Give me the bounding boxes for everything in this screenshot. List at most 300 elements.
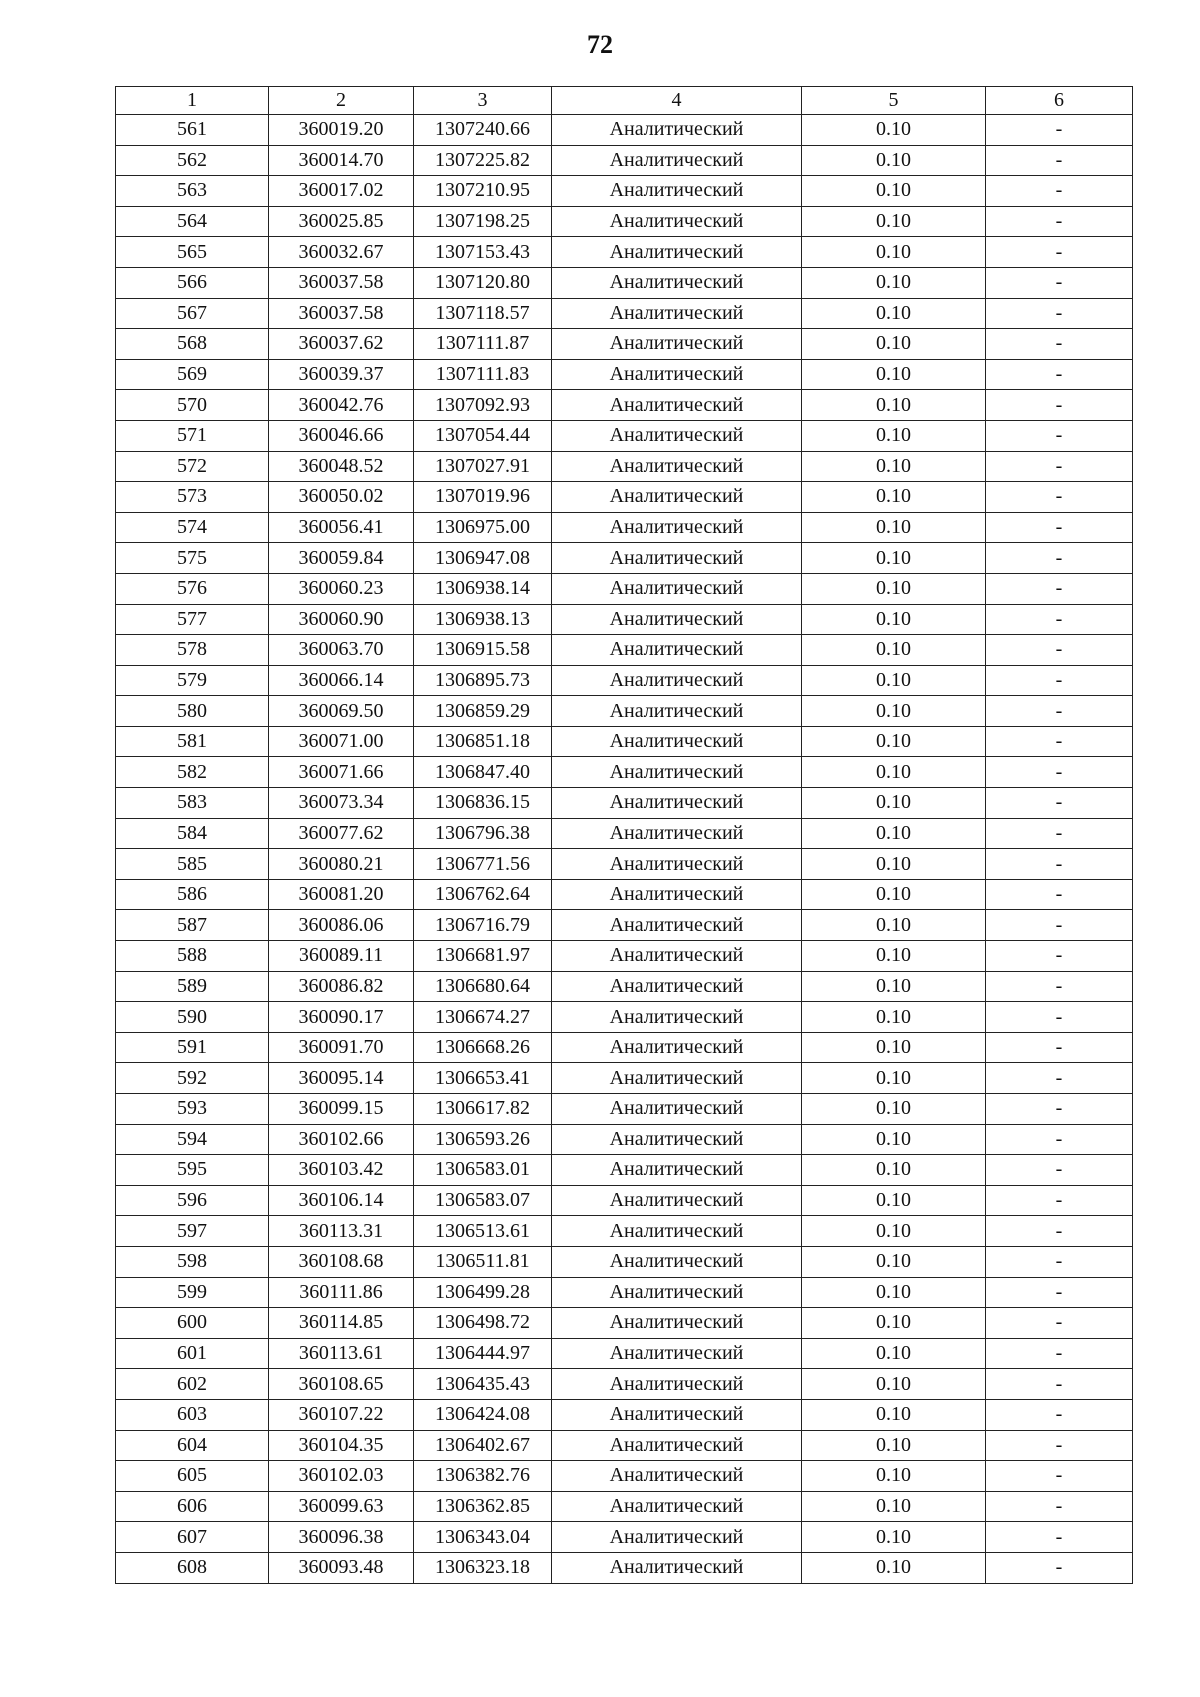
note-cell: - xyxy=(986,941,1133,972)
precision-cell: 0.10 xyxy=(802,757,986,788)
precision-cell: 0.10 xyxy=(802,1185,986,1216)
y-coordinate-cell: 1307120.80 xyxy=(414,267,552,298)
method-cell: Аналитический xyxy=(552,1002,802,1033)
x-coordinate-cell: 360069.50 xyxy=(269,696,414,727)
y-coordinate-cell: 1306762.64 xyxy=(414,879,552,910)
point-number-cell: 598 xyxy=(116,1246,269,1277)
table-row xyxy=(116,1461,1133,1492)
point-number-cell: 565 xyxy=(116,237,269,268)
y-coordinate-cell: 1307092.93 xyxy=(414,390,552,421)
table-row xyxy=(116,1032,1133,1063)
precision-cell: 0.10 xyxy=(802,635,986,666)
column-header-5: 5 xyxy=(802,87,986,115)
note-cell: - xyxy=(986,1522,1133,1553)
method-cell: Аналитический xyxy=(552,543,802,574)
precision-cell: 0.10 xyxy=(802,1522,986,1553)
precision-cell: 0.10 xyxy=(802,298,986,329)
point-number-cell: 599 xyxy=(116,1277,269,1308)
precision-cell: 0.10 xyxy=(802,1369,986,1400)
column-header-3: 3 xyxy=(414,87,552,115)
point-number-cell: 564 xyxy=(116,206,269,237)
precision-cell: 0.10 xyxy=(802,849,986,880)
method-cell: Аналитический xyxy=(552,757,802,788)
method-cell: Аналитический xyxy=(552,390,802,421)
precision-cell: 0.10 xyxy=(802,1461,986,1492)
y-coordinate-cell: 1306915.58 xyxy=(414,635,552,666)
precision-cell: 0.10 xyxy=(802,788,986,819)
column-header-2: 2 xyxy=(269,87,414,115)
y-coordinate-cell: 1306796.38 xyxy=(414,818,552,849)
table-body xyxy=(116,115,1133,1584)
y-coordinate-cell: 1307225.82 xyxy=(414,145,552,176)
point-number-cell: 591 xyxy=(116,1032,269,1063)
y-coordinate-cell: 1307027.91 xyxy=(414,451,552,482)
y-coordinate-cell: 1306513.61 xyxy=(414,1216,552,1247)
table-row xyxy=(116,604,1133,635)
table-row xyxy=(116,206,1133,237)
x-coordinate-cell: 360103.42 xyxy=(269,1155,414,1186)
method-cell: Аналитический xyxy=(552,298,802,329)
y-coordinate-cell: 1306674.27 xyxy=(414,1002,552,1033)
method-cell: Аналитический xyxy=(552,1491,802,1522)
precision-cell: 0.10 xyxy=(802,237,986,268)
point-number-cell: 567 xyxy=(116,298,269,329)
table-row xyxy=(116,971,1133,1002)
table-row xyxy=(116,726,1133,757)
x-coordinate-cell: 360017.02 xyxy=(269,176,414,207)
precision-cell: 0.10 xyxy=(802,1124,986,1155)
y-coordinate-cell: 1307054.44 xyxy=(414,420,552,451)
note-cell: - xyxy=(986,1094,1133,1125)
precision-cell: 0.10 xyxy=(802,206,986,237)
note-cell: - xyxy=(986,879,1133,910)
table-row xyxy=(116,451,1133,482)
precision-cell: 0.10 xyxy=(802,451,986,482)
y-coordinate-cell: 1306847.40 xyxy=(414,757,552,788)
precision-cell: 0.10 xyxy=(802,1032,986,1063)
y-coordinate-cell: 1306859.29 xyxy=(414,696,552,727)
point-number-cell: 600 xyxy=(116,1308,269,1339)
point-number-cell: 571 xyxy=(116,420,269,451)
note-cell: - xyxy=(986,176,1133,207)
precision-cell: 0.10 xyxy=(802,1338,986,1369)
point-number-cell: 602 xyxy=(116,1369,269,1400)
method-cell: Аналитический xyxy=(552,1216,802,1247)
note-cell: - xyxy=(986,206,1133,237)
method-cell: Аналитический xyxy=(552,971,802,1002)
x-coordinate-cell: 360077.62 xyxy=(269,818,414,849)
precision-cell: 0.10 xyxy=(802,910,986,941)
method-cell: Аналитический xyxy=(552,1032,802,1063)
note-cell: - xyxy=(986,1185,1133,1216)
table-row xyxy=(116,176,1133,207)
point-number-cell: 608 xyxy=(116,1552,269,1583)
table-row xyxy=(116,1399,1133,1430)
method-cell: Аналитический xyxy=(552,665,802,696)
table-row xyxy=(116,420,1133,451)
method-cell: Аналитический xyxy=(552,1185,802,1216)
table-row xyxy=(116,1552,1133,1583)
note-cell: - xyxy=(986,359,1133,390)
table-row xyxy=(116,1002,1133,1033)
x-coordinate-cell: 360037.58 xyxy=(269,267,414,298)
method-cell: Аналитический xyxy=(552,1277,802,1308)
y-coordinate-cell: 1307019.96 xyxy=(414,482,552,513)
method-cell: Аналитический xyxy=(552,1369,802,1400)
precision-cell: 0.10 xyxy=(802,1430,986,1461)
note-cell: - xyxy=(986,1155,1133,1186)
table-row xyxy=(116,788,1133,819)
table-row xyxy=(116,879,1133,910)
note-cell: - xyxy=(986,115,1133,146)
method-cell: Аналитический xyxy=(552,1399,802,1430)
x-coordinate-cell: 360108.65 xyxy=(269,1369,414,1400)
note-cell: - xyxy=(986,1461,1133,1492)
x-coordinate-cell: 360042.76 xyxy=(269,390,414,421)
table-row xyxy=(116,1094,1133,1125)
precision-cell: 0.10 xyxy=(802,1246,986,1277)
y-coordinate-cell: 1306680.64 xyxy=(414,971,552,1002)
x-coordinate-cell: 360106.14 xyxy=(269,1185,414,1216)
y-coordinate-cell: 1307153.43 xyxy=(414,237,552,268)
note-cell: - xyxy=(986,1002,1133,1033)
table-row xyxy=(116,145,1133,176)
method-cell: Аналитический xyxy=(552,206,802,237)
point-number-cell: 582 xyxy=(116,757,269,788)
note-cell: - xyxy=(986,1032,1133,1063)
x-coordinate-cell: 360096.38 xyxy=(269,1522,414,1553)
precision-cell: 0.10 xyxy=(802,543,986,574)
precision-cell: 0.10 xyxy=(802,1308,986,1339)
y-coordinate-cell: 1306499.28 xyxy=(414,1277,552,1308)
y-coordinate-cell: 1306716.79 xyxy=(414,910,552,941)
note-cell: - xyxy=(986,1430,1133,1461)
note-cell: - xyxy=(986,757,1133,788)
point-number-cell: 587 xyxy=(116,910,269,941)
x-coordinate-cell: 360046.66 xyxy=(269,420,414,451)
note-cell: - xyxy=(986,1491,1133,1522)
method-cell: Аналитический xyxy=(552,512,802,543)
table-row xyxy=(116,1522,1133,1553)
point-number-cell: 579 xyxy=(116,665,269,696)
table-row xyxy=(116,390,1133,421)
method-cell: Аналитический xyxy=(552,176,802,207)
note-cell: - xyxy=(986,298,1133,329)
note-cell: - xyxy=(986,788,1133,819)
table-row xyxy=(116,1338,1133,1369)
x-coordinate-cell: 360113.61 xyxy=(269,1338,414,1369)
x-coordinate-cell: 360102.03 xyxy=(269,1461,414,1492)
table-row xyxy=(116,1185,1133,1216)
table-row xyxy=(116,1308,1133,1339)
point-number-cell: 580 xyxy=(116,696,269,727)
x-coordinate-cell: 360102.66 xyxy=(269,1124,414,1155)
y-coordinate-cell: 1307118.57 xyxy=(414,298,552,329)
x-coordinate-cell: 360086.82 xyxy=(269,971,414,1002)
point-number-cell: 569 xyxy=(116,359,269,390)
y-coordinate-cell: 1306593.26 xyxy=(414,1124,552,1155)
method-cell: Аналитический xyxy=(552,849,802,880)
table-row xyxy=(116,115,1133,146)
note-cell: - xyxy=(986,482,1133,513)
y-coordinate-cell: 1307240.66 xyxy=(414,115,552,146)
precision-cell: 0.10 xyxy=(802,1063,986,1094)
x-coordinate-cell: 360019.20 xyxy=(269,115,414,146)
point-number-cell: 576 xyxy=(116,573,269,604)
point-number-cell: 585 xyxy=(116,849,269,880)
method-cell: Аналитический xyxy=(552,1155,802,1186)
table-row xyxy=(116,329,1133,360)
method-cell: Аналитический xyxy=(552,635,802,666)
note-cell: - xyxy=(986,1308,1133,1339)
method-cell: Аналитический xyxy=(552,1461,802,1492)
x-coordinate-cell: 360108.68 xyxy=(269,1246,414,1277)
note-cell: - xyxy=(986,543,1133,574)
y-coordinate-cell: 1306851.18 xyxy=(414,726,552,757)
x-coordinate-cell: 360081.20 xyxy=(269,879,414,910)
precision-cell: 0.10 xyxy=(802,115,986,146)
x-coordinate-cell: 360063.70 xyxy=(269,635,414,666)
y-coordinate-cell: 1306435.43 xyxy=(414,1369,552,1400)
table-row xyxy=(116,1430,1133,1461)
y-coordinate-cell: 1306771.56 xyxy=(414,849,552,880)
point-number-cell: 584 xyxy=(116,818,269,849)
table-row xyxy=(116,635,1133,666)
note-cell: - xyxy=(986,849,1133,880)
x-coordinate-cell: 360113.31 xyxy=(269,1216,414,1247)
point-number-cell: 594 xyxy=(116,1124,269,1155)
point-number-cell: 596 xyxy=(116,1185,269,1216)
point-number-cell: 595 xyxy=(116,1155,269,1186)
precision-cell: 0.10 xyxy=(802,390,986,421)
x-coordinate-cell: 360059.84 xyxy=(269,543,414,574)
point-number-cell: 566 xyxy=(116,267,269,298)
y-coordinate-cell: 1306498.72 xyxy=(414,1308,552,1339)
column-header-4: 4 xyxy=(552,87,802,115)
method-cell: Аналитический xyxy=(552,1094,802,1125)
table-row xyxy=(116,298,1133,329)
x-coordinate-cell: 360056.41 xyxy=(269,512,414,543)
precision-cell: 0.10 xyxy=(802,1216,986,1247)
y-coordinate-cell: 1306402.67 xyxy=(414,1430,552,1461)
method-cell: Аналитический xyxy=(552,818,802,849)
method-cell: Аналитический xyxy=(552,879,802,910)
x-coordinate-cell: 360032.67 xyxy=(269,237,414,268)
x-coordinate-cell: 360107.22 xyxy=(269,1399,414,1430)
y-coordinate-cell: 1306938.13 xyxy=(414,604,552,635)
table-row xyxy=(116,1124,1133,1155)
note-cell: - xyxy=(986,267,1133,298)
y-coordinate-cell: 1306343.04 xyxy=(414,1522,552,1553)
note-cell: - xyxy=(986,971,1133,1002)
precision-cell: 0.10 xyxy=(802,267,986,298)
y-coordinate-cell: 1306975.00 xyxy=(414,512,552,543)
precision-cell: 0.10 xyxy=(802,573,986,604)
x-coordinate-cell: 360071.00 xyxy=(269,726,414,757)
point-number-cell: 577 xyxy=(116,604,269,635)
method-cell: Аналитический xyxy=(552,726,802,757)
method-cell: Аналитический xyxy=(552,329,802,360)
y-coordinate-cell: 1306323.18 xyxy=(414,1552,552,1583)
method-cell: Аналитический xyxy=(552,1124,802,1155)
y-coordinate-cell: 1306382.76 xyxy=(414,1461,552,1492)
table-row xyxy=(116,573,1133,604)
x-coordinate-cell: 360090.17 xyxy=(269,1002,414,1033)
y-coordinate-cell: 1306583.07 xyxy=(414,1185,552,1216)
table-header-row xyxy=(116,87,1133,115)
method-cell: Аналитический xyxy=(552,267,802,298)
note-cell: - xyxy=(986,726,1133,757)
precision-cell: 0.10 xyxy=(802,818,986,849)
precision-cell: 0.10 xyxy=(802,1277,986,1308)
y-coordinate-cell: 1306424.08 xyxy=(414,1399,552,1430)
note-cell: - xyxy=(986,635,1133,666)
note-cell: - xyxy=(986,390,1133,421)
y-coordinate-cell: 1306836.15 xyxy=(414,788,552,819)
table-row xyxy=(116,1246,1133,1277)
x-coordinate-cell: 360039.37 xyxy=(269,359,414,390)
method-cell: Аналитический xyxy=(552,1063,802,1094)
x-coordinate-cell: 360050.02 xyxy=(269,482,414,513)
method-cell: Аналитический xyxy=(552,115,802,146)
note-cell: - xyxy=(986,665,1133,696)
point-number-cell: 563 xyxy=(116,176,269,207)
note-cell: - xyxy=(986,818,1133,849)
point-number-cell: 583 xyxy=(116,788,269,819)
method-cell: Аналитический xyxy=(552,573,802,604)
point-number-cell: 573 xyxy=(116,482,269,513)
method-cell: Аналитический xyxy=(552,1246,802,1277)
table-row xyxy=(116,267,1133,298)
x-coordinate-cell: 360060.23 xyxy=(269,573,414,604)
note-cell: - xyxy=(986,237,1133,268)
note-cell: - xyxy=(986,420,1133,451)
point-number-cell: 606 xyxy=(116,1491,269,1522)
point-number-cell: 590 xyxy=(116,1002,269,1033)
point-number-cell: 581 xyxy=(116,726,269,757)
table-row xyxy=(116,512,1133,543)
y-coordinate-cell: 1307210.95 xyxy=(414,176,552,207)
precision-cell: 0.10 xyxy=(802,665,986,696)
table-row xyxy=(116,1491,1133,1522)
x-coordinate-cell: 360104.35 xyxy=(269,1430,414,1461)
precision-cell: 0.10 xyxy=(802,359,986,390)
table-row xyxy=(116,941,1133,972)
x-coordinate-cell: 360114.85 xyxy=(269,1308,414,1339)
method-cell: Аналитический xyxy=(552,1552,802,1583)
note-cell: - xyxy=(986,145,1133,176)
table-row xyxy=(116,482,1133,513)
method-cell: Аналитический xyxy=(552,1338,802,1369)
point-number-cell: 561 xyxy=(116,115,269,146)
note-cell: - xyxy=(986,604,1133,635)
method-cell: Аналитический xyxy=(552,910,802,941)
table-row xyxy=(116,237,1133,268)
method-cell: Аналитический xyxy=(552,451,802,482)
point-number-cell: 605 xyxy=(116,1461,269,1492)
method-cell: Аналитический xyxy=(552,1430,802,1461)
note-cell: - xyxy=(986,1124,1133,1155)
precision-cell: 0.10 xyxy=(802,1552,986,1583)
table-row xyxy=(116,359,1133,390)
table-row xyxy=(116,1369,1133,1400)
point-number-cell: 604 xyxy=(116,1430,269,1461)
note-cell: - xyxy=(986,1216,1133,1247)
note-cell: - xyxy=(986,1063,1133,1094)
precision-cell: 0.10 xyxy=(802,512,986,543)
precision-cell: 0.10 xyxy=(802,726,986,757)
method-cell: Аналитический xyxy=(552,420,802,451)
coordinates-table xyxy=(115,86,1133,1584)
method-cell: Аналитический xyxy=(552,145,802,176)
precision-cell: 0.10 xyxy=(802,1155,986,1186)
point-number-cell: 568 xyxy=(116,329,269,360)
x-coordinate-cell: 360071.66 xyxy=(269,757,414,788)
x-coordinate-cell: 360060.90 xyxy=(269,604,414,635)
table-row xyxy=(116,665,1133,696)
column-header-6: 6 xyxy=(986,87,1133,115)
precision-cell: 0.10 xyxy=(802,971,986,1002)
note-cell: - xyxy=(986,573,1133,604)
note-cell: - xyxy=(986,1369,1133,1400)
y-coordinate-cell: 1307198.25 xyxy=(414,206,552,237)
note-cell: - xyxy=(986,1246,1133,1277)
x-coordinate-cell: 360093.48 xyxy=(269,1552,414,1583)
precision-cell: 0.10 xyxy=(802,1399,986,1430)
table-row xyxy=(116,1063,1133,1094)
table-row xyxy=(116,696,1133,727)
table-row xyxy=(116,1216,1133,1247)
precision-cell: 0.10 xyxy=(802,1491,986,1522)
y-coordinate-cell: 1306668.26 xyxy=(414,1032,552,1063)
y-coordinate-cell: 1306583.01 xyxy=(414,1155,552,1186)
y-coordinate-cell: 1306938.14 xyxy=(414,573,552,604)
x-coordinate-cell: 360048.52 xyxy=(269,451,414,482)
table-row xyxy=(116,1155,1133,1186)
x-coordinate-cell: 360080.21 xyxy=(269,849,414,880)
x-coordinate-cell: 360066.14 xyxy=(269,665,414,696)
y-coordinate-cell: 1306362.85 xyxy=(414,1491,552,1522)
table-row xyxy=(116,818,1133,849)
x-coordinate-cell: 360086.06 xyxy=(269,910,414,941)
column-header-1: 1 xyxy=(116,87,269,115)
page-number: 72 xyxy=(587,30,613,59)
point-number-cell: 570 xyxy=(116,390,269,421)
note-cell: - xyxy=(986,910,1133,941)
note-cell: - xyxy=(986,451,1133,482)
table-row xyxy=(116,1277,1133,1308)
note-cell: - xyxy=(986,329,1133,360)
point-number-cell: 607 xyxy=(116,1522,269,1553)
method-cell: Аналитический xyxy=(552,696,802,727)
precision-cell: 0.10 xyxy=(802,145,986,176)
point-number-cell: 574 xyxy=(116,512,269,543)
x-coordinate-cell: 360099.15 xyxy=(269,1094,414,1125)
precision-cell: 0.10 xyxy=(802,420,986,451)
point-number-cell: 593 xyxy=(116,1094,269,1125)
method-cell: Аналитический xyxy=(552,604,802,635)
precision-cell: 0.10 xyxy=(802,696,986,727)
point-number-cell: 592 xyxy=(116,1063,269,1094)
note-cell: - xyxy=(986,696,1133,727)
precision-cell: 0.10 xyxy=(802,941,986,972)
y-coordinate-cell: 1306947.08 xyxy=(414,543,552,574)
table-row xyxy=(116,849,1133,880)
point-number-cell: 578 xyxy=(116,635,269,666)
table-row xyxy=(116,910,1133,941)
point-number-cell: 589 xyxy=(116,971,269,1002)
method-cell: Аналитический xyxy=(552,941,802,972)
